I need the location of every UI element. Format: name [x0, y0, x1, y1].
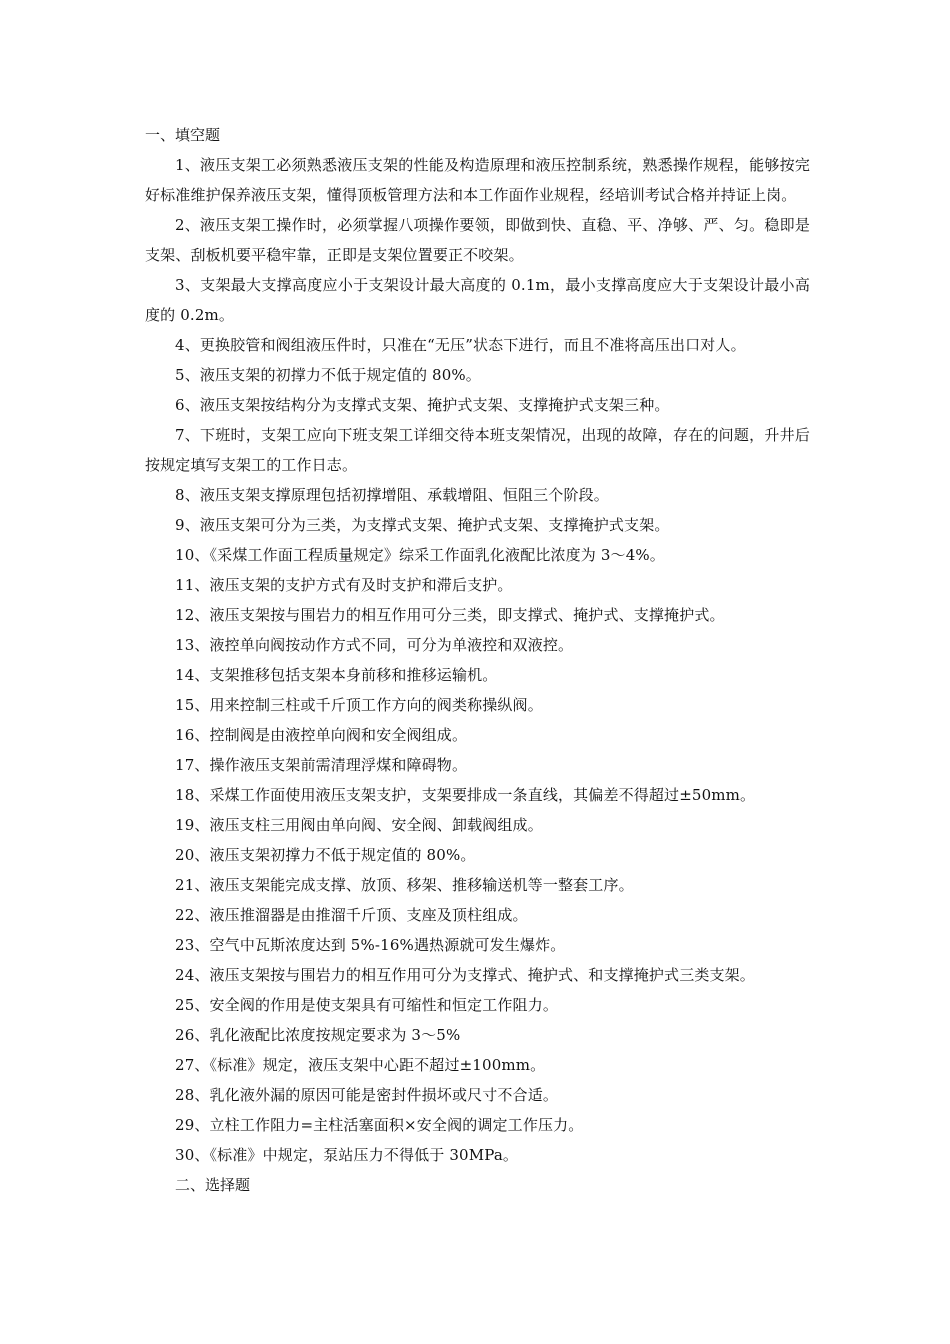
list-item: 4、更换胶管和阀组液压件时，只准在“无压”状态下进行，而且不准将高压出口对人。 — [175, 336, 746, 354]
list-item: 1、液压支架工必须熟悉液压支架的性能及构造原理和液压控制系统，熟悉操作规程，能够按完好标准维护保养液压支架，懂得顶板管理方法和本工作面作业规程，经培训考试合格并持证上岗。 — [145, 156, 810, 204]
list-item: 6、液压支架按结构分为支撑式支架、掩护式支架、支撑掩护式支架三种。 — [175, 396, 670, 414]
section-title-multiple-choice: 二、选择题 — [175, 1176, 251, 1194]
list-item: 27、《标准》规定，液压支架中心距不超过±100mm。 — [175, 1056, 546, 1074]
list-item: 15、用来控制三柱或千斤顶工作方向的阀类称操纵阀。 — [175, 696, 543, 714]
list-item: 17、操作液压支架前需清理浮煤和障碍物。 — [175, 756, 468, 774]
list-item: 13、液控单向阀按动作方式不同，可分为单液控和双液控。 — [175, 636, 574, 654]
list-item: 21、液压支架能完成支撑、放顶、移架、推移输送机等一整套工序。 — [175, 876, 634, 894]
list-item: 16、控制阀是由液控单向阀和安全阀组成。 — [175, 726, 468, 744]
list-item: 12、液压支架按与围岩力的相互作用可分三类，即支撑式、掩护式、支撑掩护式。 — [175, 606, 725, 624]
list-item: 18、采煤工作面使用液压支架支护，支架要排成一条直线，其偏差不得超过±50mm。 — [175, 786, 756, 804]
list-item: 3、支架最大支撑高度应小于支架设计最大高度的 0.1m，最小支撑高度应大于支架设计最小高度的 0.2m。 — [145, 276, 810, 324]
list-item: 2、液压支架工操作时，必须掌握八项操作要领，即做到快、直稳、平、净够、严、匀。稳即是支架、刮板机要平稳牢靠，正即是支架位置要正不咬架。 — [145, 216, 810, 264]
list-item: 11、液压支架的支护方式有及时支护和滞后支护。 — [175, 576, 513, 594]
list-item: 28、乳化液外漏的原因可能是密封件损坏或尺寸不合适。 — [175, 1086, 558, 1104]
list-item: 30、《标准》中规定，泵站压力不得低于 30MPa。 — [175, 1146, 519, 1164]
list-item: 9、液压支架可分为三类，为支撑式支架、掩护式支架、支撑掩护式支架。 — [175, 516, 670, 534]
section-title-fill-in: 一、填空题 — [145, 126, 221, 144]
list-item: 22、液压推溜器是由推溜千斤顶、支座及顶柱组成。 — [175, 906, 528, 924]
list-item: 23、空气中瓦斯浓度达到 5%-16%遇热源就可发生爆炸。 — [175, 936, 566, 954]
document-page — [145, 120, 810, 1200]
list-item: 8、液压支架支撑原理包括初撑增阻、承载增阻、恒阻三个阶段。 — [175, 486, 609, 504]
list-item: 10、《采煤工作面工程质量规定》综采工作面乳化液配比浓度为 3～4%。 — [175, 546, 665, 564]
list-item: 7、下班时，支架工应向下班支架工详细交待本班支架情况，出现的故障，存在的问题，升井后按规定填写支架工的工作日志。 — [145, 426, 810, 474]
list-item: 26、乳化液配比浓度按规定要求为 3～5% — [175, 1026, 461, 1044]
list-item: 29、立柱工作阻力=主柱活塞面积×安全阀的调定工作压力。 — [175, 1116, 584, 1134]
list-item: 5、液压支架的初撑力不低于规定值的 80%。 — [175, 366, 481, 384]
list-item: 25、安全阀的作用是使支架具有可缩性和恒定工作阻力。 — [175, 996, 558, 1014]
list-item: 14、支架推移包括支架本身前移和推移运输机。 — [175, 666, 498, 684]
list-item: 19、液压支柱三用阀由单向阀、安全阀、卸载阀组成。 — [175, 816, 543, 834]
list-item: 24、液压支架按与围岩力的相互作用可分为支撑式、掩护式、和支撑掩护式三类支架。 — [175, 966, 755, 984]
list-item: 20、液压支架初撑力不低于规定值的 80%。 — [175, 846, 476, 864]
